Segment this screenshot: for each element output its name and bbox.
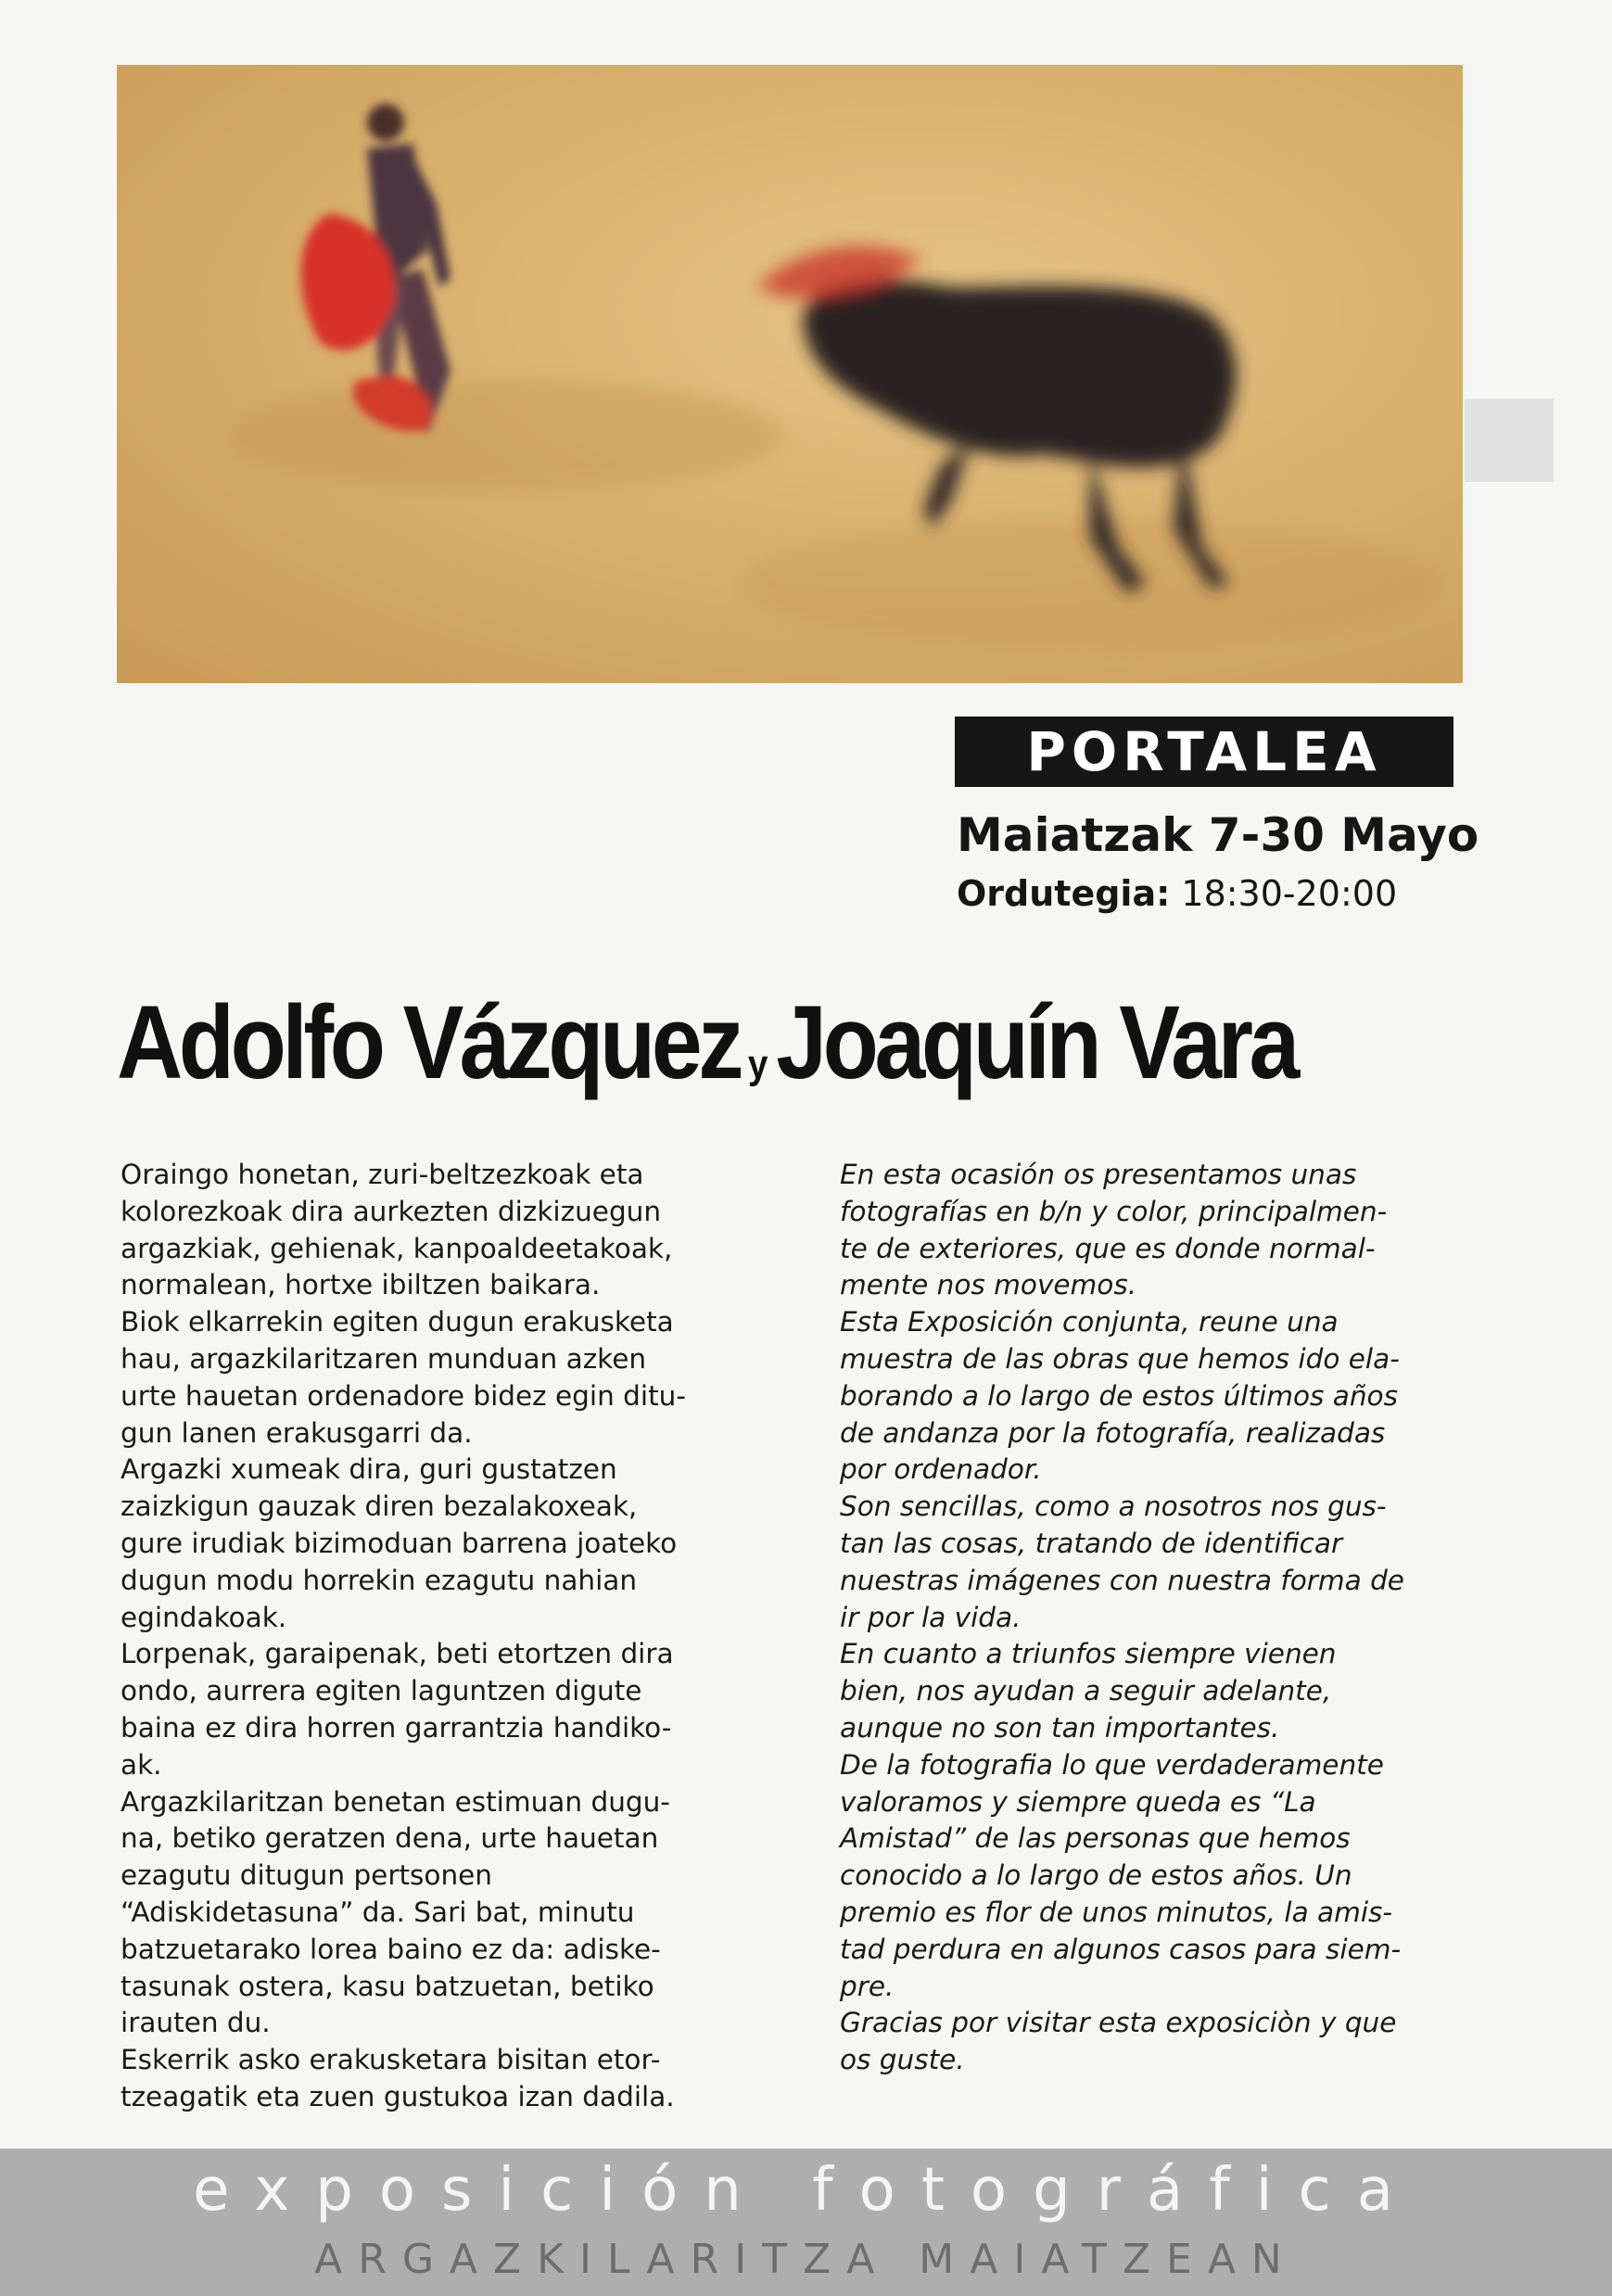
text-line: premio es flor de unos minutos, la amis- [840,1896,1393,1928]
text-line: baina ez dira horren garrantzia handiko- [121,1711,672,1744]
text-line: Eskerrik asko erakusketara bisitan etor- [121,2044,661,2076]
text-line: De la fotografia lo que verdaderamente [840,1748,1384,1781]
text-line: borando a lo largo de estos últimos años [840,1379,1398,1412]
text-line: Biok elkarrekin egiten dugun erakusketa [121,1306,674,1338]
text-line: “Adiskidetasuna” da. Sari bat, minutu [121,1896,635,1928]
text-line: mente nos movemos. [840,1269,1137,1301]
text-line: bien, nos ayudan a seguir adelante, [840,1675,1332,1707]
hours-label: Ordutegia: [957,873,1171,914]
text-line: Amistad” de las personas que hemos [840,1822,1351,1855]
text-line: Argazkilaritzan benetan estimuan dugu- [121,1785,670,1818]
bleed-through-block [1465,399,1554,482]
text-line: gure irudiak bizimoduan barrena joateko [121,1527,678,1559]
text-line: tan las cosas, tratando de identificar [840,1527,1343,1559]
text-line: Oraingo honetan, zuri-beltzezkoak eta [121,1159,644,1190]
text-line: En cuanto a triunfos siempre vienen [840,1638,1337,1670]
text-line: conocido a lo largo de estos años. Un [840,1859,1352,1892]
text-line: zaizkigun gauzak diren bezalakoxeak, [121,1490,638,1523]
bullfight-photo [117,65,1463,683]
text-line: os guste. [840,2044,965,2076]
text-line: tad perdura en algunos casos para siem- [840,1933,1402,1965]
text-line: fotografías en b/n y color, principalmen- [840,1195,1388,1227]
text-line: egindakoak. [121,1601,287,1633]
text-line: irauten du. [121,2007,271,2039]
text-line: pre. [840,1970,895,2002]
text-line: gun lanen erakusgarri da. [121,1416,473,1449]
text-line: dugun modu horrekin ezagutu nahian [121,1564,638,1596]
text-line: normalean, hortxe ibiltzen baikara. [121,1269,601,1301]
text-line: ondo, aurrera egiten laguntzen digute [121,1675,642,1707]
text-line: nuestras imágenes con nuestra forma de [840,1564,1404,1596]
text-line: argazkiak, gehienak, kanpoaldeetakoak, [121,1232,673,1264]
artist-name-2: Joaquín Vara [776,984,1296,1100]
text-line: Argazki xumeak dira, guri gustatzen [121,1453,617,1486]
spanish-text-column [840,1157,1489,2079]
footer-subtitle: ARGAZKILARITZA MAIATZEAN [314,2236,1298,2283]
text-line: ak. [121,1748,162,1781]
text-line: kolorezkoak dira aurkezten dizkizuegun [121,1195,662,1227]
text-line: En esta ocasión os presentamos unas [840,1159,1357,1190]
text-line: aunque no son tan importantes. [840,1711,1280,1744]
page-title [117,983,1316,1102]
opening-hours [957,873,1397,914]
text-line: muestra de las obras que hemos ido ela- [840,1342,1400,1375]
text-line: hau, argazkilaritzaren munduan azken [121,1342,647,1375]
text-line: Gracias por visitar esta exposiciòn y que [840,2007,1397,2039]
hours-value: 18:30-20:00 [1170,873,1398,914]
text-line: urte hauetan ordenadore bidez egin ditu- [121,1379,686,1412]
text-line: ir por la vida. [840,1601,1022,1633]
text-line: de andanza por la fotografía, realizadas [840,1416,1386,1449]
text-line: valoramos y siempre queda es “La [840,1785,1316,1818]
artist-name-1: Adolfo Vázquez [117,984,741,1100]
text-line: tasunak ostera, kasu batzuetan, betiko [121,1970,654,2002]
text-line: tzeagatik eta zuen gustukoa izan dadila. [121,2080,675,2112]
text-line: te de exteriores, que es donde normal- [840,1232,1376,1264]
venue-label: PORTALEA [955,717,1453,787]
text-line: Lorpenak, garaipenak, beti etortzen dira [121,1638,674,1670]
text-line: Esta Exposición conjunta, reune una [840,1306,1339,1338]
text-line: na, betiko geratzen dena, urte hauetan [121,1822,659,1855]
text-line: por ordenador. [840,1453,1042,1486]
text-line: batzuetarako lorea baino ez da: adiske- [121,1933,661,1965]
text-line: Son sencillas, como a nosotros nos gus- [840,1490,1387,1523]
exhibition-dates: Maiatzak 7-30 Mayo [957,808,1479,862]
text-line: ezagutu ditugun pertsonen [121,1859,492,1892]
basque-text-column [121,1157,769,2116]
footer-title: exposición fotográfica [193,2156,1419,2225]
title-conjunction: y [747,1042,768,1087]
